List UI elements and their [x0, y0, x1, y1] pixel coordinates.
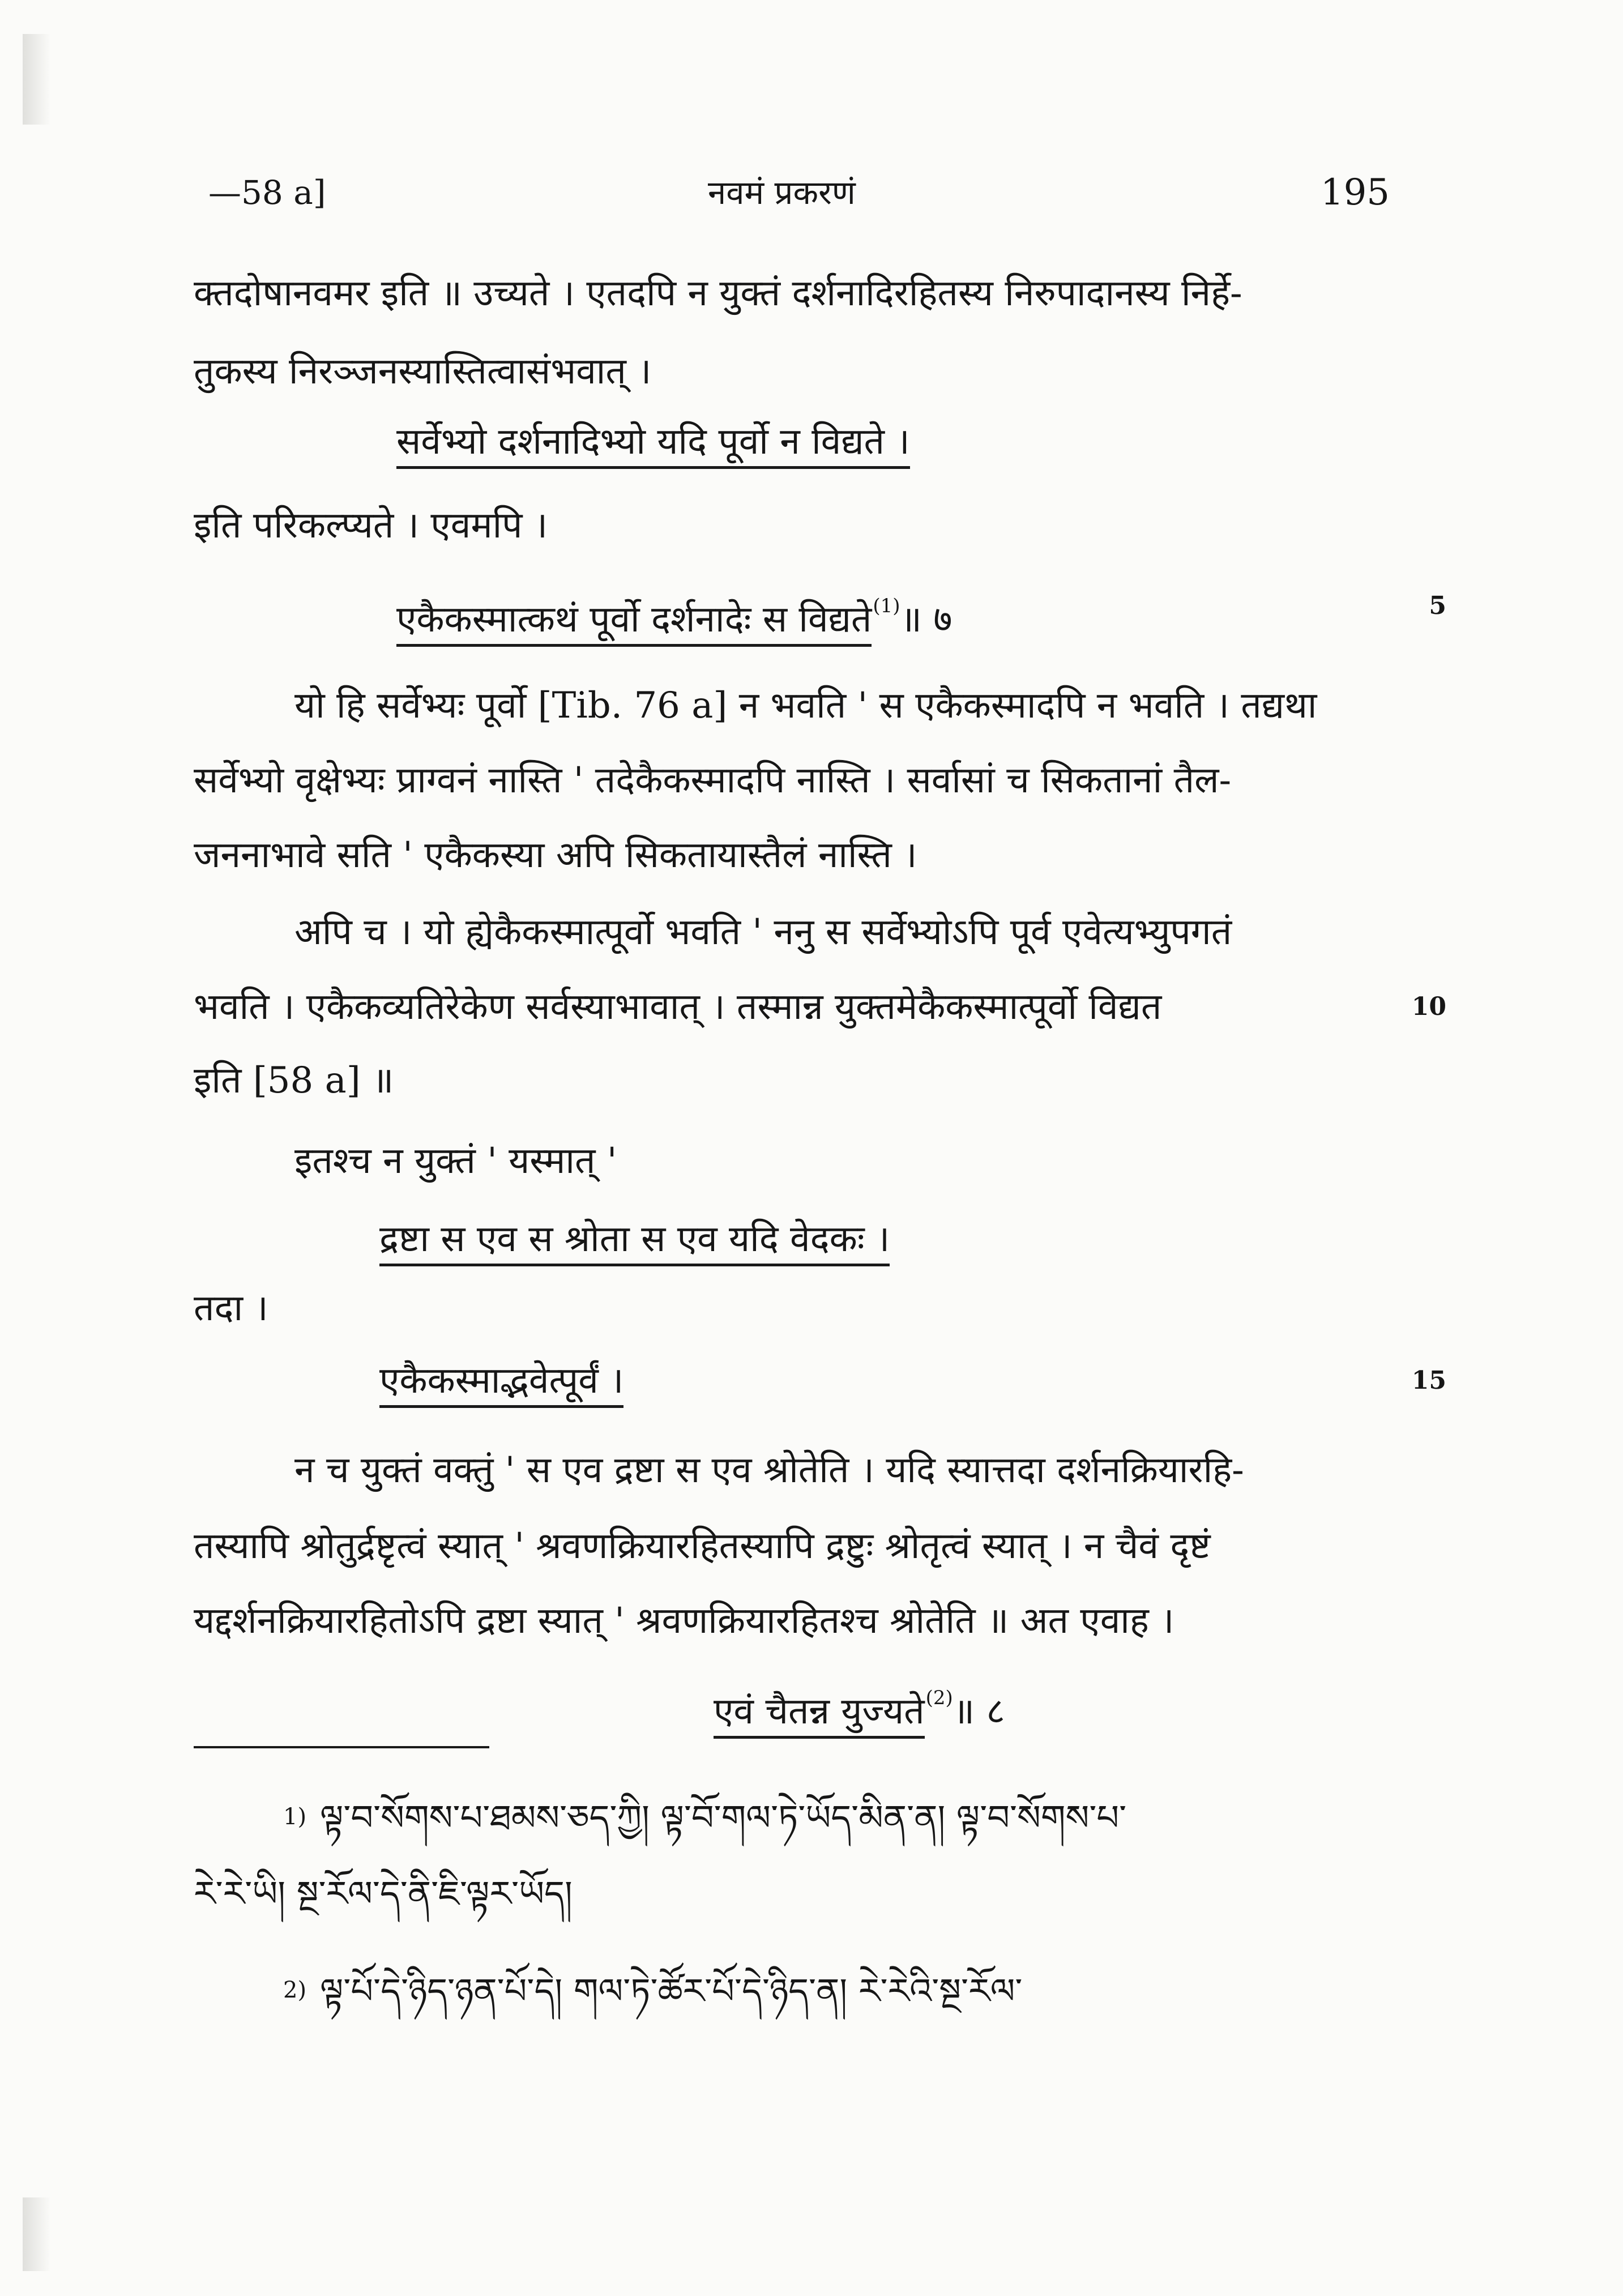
text-line: सर्वेभ्यो वृक्षेभ्यः प्राग्वनं नास्ति ' तदेकैकस्मादपि नास्ति । सर्वासां च सिकतानां तैल- [194, 759, 1232, 801]
footnote-text: ལྟ་པོ་དེ་ཉིད་ཉན་པོ་དེ། གལ་ཏེ་ཚོར་པོ་དེ་ཉིད་ན། རེ་རེའི་སྔ་རོལ་ [320, 1970, 1023, 2012]
text-line: तुकस्य निरञ्जनस्यास्तित्वासंभवात् । [194, 351, 652, 392]
page-number: 195 [1320, 172, 1390, 214]
text-line: भवति । एकैकव्यतिरेकेण सर्वस्याभावात् । तस्मान्न युक्तमेकैकस्मात्पूर्वो विद्यत [194, 986, 1162, 1028]
line-number: 15 [1411, 1366, 1446, 1395]
line-number: 10 [1411, 992, 1446, 1021]
text-line: यो हि सर्वेभ्यः पूर्वो [Tib. 76 a] न भवति ' स एकैकस्मादपि न भवति । तद्यथा [294, 685, 1317, 727]
text-line: इति परिकल्प्यते । एवमपि । [194, 505, 548, 547]
running-header-title: नवमं प्रकरणं [708, 173, 856, 212]
footnote-ref: (2) [925, 1687, 953, 1709]
footnote-ref: (1) [873, 595, 900, 617]
text-line: जननाभावे सति ' एकैकस्या अपि सिकतायास्तैलं नास्ति । [194, 834, 917, 876]
verse-text: एकैकस्मात्कथं पूर्वो दर्शनादेः स विद्यते [396, 599, 872, 647]
verse-line [379, 1354, 623, 1408]
running-header-left: —58 a] [208, 173, 326, 212]
scan-edge-shadow [23, 34, 51, 125]
verse-line [714, 1671, 1005, 1739]
line-number: 5 [1429, 591, 1446, 620]
footnote-1-continued: རེ་རེ་ཡི། སྔ་རོལ་དེ་ནི་ཇི་ལྟར་ཡོད། [194, 1873, 573, 1914]
footnote-marker: 1) [283, 1804, 307, 1830]
text-line: अपि च । यो ह्येकैकस्मात्पूर्वो भवति ' ननु स सर्वेभ्योऽपि पूर्व एवेत्यभ्युपगतं [294, 911, 1232, 953]
verse-line [396, 579, 953, 647]
verse-text: सर्वेभ्यो दर्शनादिभ्यो यदि पूर्वो न विद्यते । [396, 421, 910, 469]
footnote-marker: 2) [283, 1977, 307, 2003]
verse-text: एवं चैतन्न युज्यते [714, 1691, 925, 1739]
text-line: इतश्च न युक्तं ' यस्मात् ' [294, 1140, 617, 1182]
footnote-1 [283, 1790, 1126, 1845]
text-line: तदा । [194, 1287, 268, 1329]
verse-number: ॥ ७ [900, 599, 953, 641]
scan-edge-shadow [23, 2197, 51, 2271]
footnote-separator [194, 1746, 489, 1748]
text-line: इति [58 a] ॥ [194, 1060, 394, 1102]
verse-text: एकैकस्माद्भवेत्पूर्वं । [379, 1360, 623, 1408]
text-line: तस्यापि श्रोतुर्द्रष्टृत्वं स्यात् ' श्रवणक्रियारहितस्यापि द्रष्टुः श्रोतृत्वं स्यात् । न चैवं दृष्टं [194, 1525, 1211, 1567]
verse-line [379, 1212, 890, 1266]
verse-number: ॥ ८ [953, 1691, 1005, 1732]
text-line: यद्दर्शनक्रियारहितोऽपि द्रष्टा स्यात् ' श्रवणक्रियारहितश्च श्रोतेति ॥ अत एवाह । [194, 1600, 1174, 1642]
footnote-2 [283, 1963, 1022, 2018]
verse-line [396, 415, 910, 469]
footnote-text: ལྟ་བ་སོགས་པ་ཐམས་ཅད་ཀྱི། ལྟ་བོ་གལ་ཏེ་ཡོད་མིན་ན། ལྟ་བ་སོགས་པ་ [320, 1797, 1127, 1838]
text-line: न च युक्तं वक्तुं ' स एव द्रष्टा स एव श्रोतेति । यदि स्यात्तदा दर्शनक्रियारहि- [294, 1449, 1244, 1491]
verse-text: द्रष्टा स एव स श्रोता स एव यदि वेदकः । [379, 1218, 890, 1266]
text-line: क्तदोषानवमर इति ॥ उच्यते । एतदपि न युक्तं दर्शनादिरहितस्य निरुपादानस्य निर्हे- [194, 272, 1242, 314]
